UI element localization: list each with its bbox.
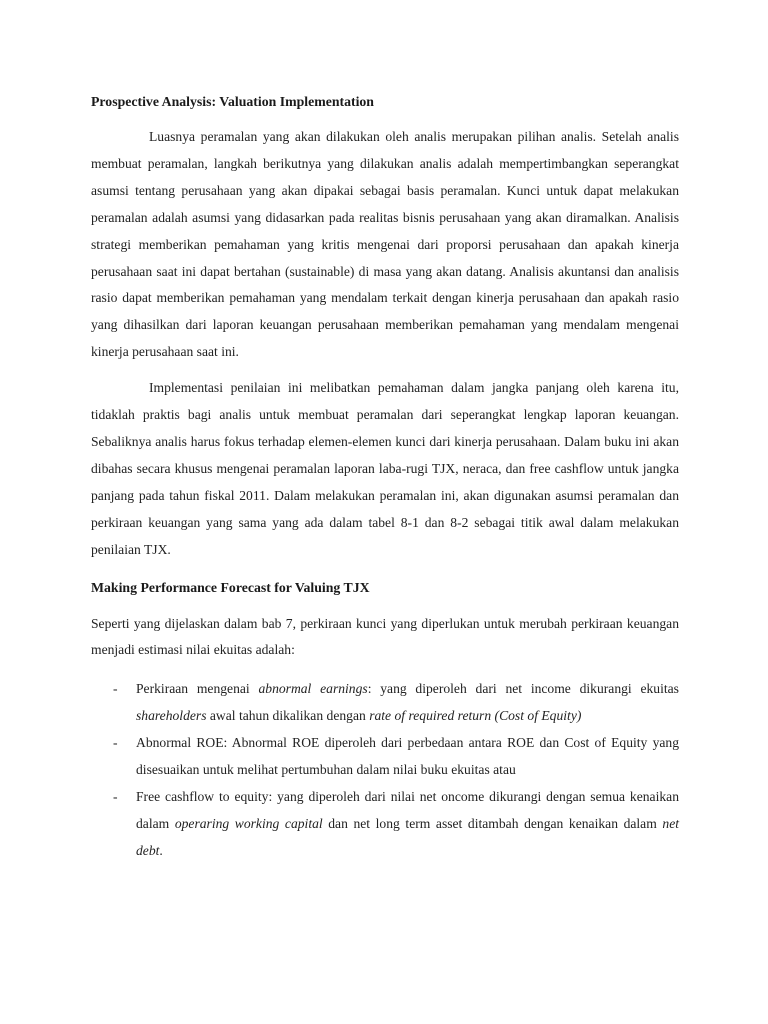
bullet-item-abnormal-roe [91, 730, 679, 784]
bullet-item-free-cashflow [91, 784, 679, 865]
section-title: Prospective Analysis: Valuation Implementation [91, 94, 374, 109]
bullet-italic-text: net debt [136, 815, 679, 858]
bullet-text: : yang diperoleh dari net income dikurangi ekuitas [367, 681, 679, 697]
bullet-text: awal tahun dikalikan dengan [206, 708, 370, 724]
bullet-italic-text: abnormal earnings [258, 681, 368, 697]
bullet-dash: - [113, 788, 118, 804]
bullet-text: Free cashflow to equity: yang diperoleh dari nilai net oncome dikurangi dengan semua kenaikan dalam [136, 788, 679, 831]
bullet-text: Perkiraan mengenai [136, 681, 259, 697]
bullet-dash: - [113, 681, 118, 697]
paragraph-2: Implementasi penilaian ini melibatkan pemahaman dalam jangka panjang oleh karena itu, tidaklah praktis bagi analis untuk membuat peramalan dari seperangkat lengkap laporan keuangan. Sebaliknya analis harus fokus terhadap elemen-elemen kunci dari kinerja perusahaan. Dalam buku ini akan dibahas secara khusus mengenai peramalan laporan laba-rugi TJX, neraca, dan free cashflow untuk jangka panjang pada tahun fiskal 2011. Dalam melakukan peramalan ini, akan digunakan asumsi peramalan dan perkiraan keuangan yang sama yang ada dalam tabel 8-1 dan 8-2 sebagai titik awal dalam melakukan penilaian TJX. [91, 380, 679, 557]
bullet-text: . [159, 842, 163, 858]
bullet-italic-text: shareholders [136, 708, 207, 724]
bullet-list [91, 676, 679, 864]
paragraph-1: Luasnya peramalan yang akan dilakukan oleh analis merupakan pilihan analis. Setelah analis membuat peramalan, langkah berikutnya yang dilakukan analis adalah mempertimbangkan seperangkat asumsi tentang perusahaan yang akan dipakai sebagai basis peramalan. Kunci untuk dapat melakukan peramalan adalah asumsi yang didasarkan pada realitas bisnis perusahaan yang akan diramalkan. Analisis strategi memberikan pemahaman yang kritis mengenai dari proporsi perusahaan dan apakah kinerja perusahaan saat ini dapat bertahan (sustainable) di masa yang akan datang. Analisis akuntansi dan analisis rasio dapat memberikan pemahaman yang mendalam terkait dengan kinerja perusahaan dan apakah rasio yang dihasilkan dari laporan keuangan perusahaan memberikan pemahaman yang mendalam mengenai kinerja perusahaan saat ini. [91, 129, 679, 360]
bullet-item-abnormal-earnings [91, 676, 679, 730]
bullet-text: Abnormal ROE: Abnormal ROE diperoleh dari perbedaan antara ROE dan Cost of Equity yang disesuaikan untuk melihat pertumbuhan dalam nilai buku ekuitas atau [136, 735, 679, 778]
subsection-title: Making Performance Forecast for Valuing TJX [91, 579, 370, 595]
bullet-text: dan net long term asset ditambah dengan kenaikan dalam [322, 815, 663, 831]
bullet-italic-text: operaring working capital [174, 815, 323, 831]
bullet-italic-text: rate of required return (Cost of Equity) [369, 708, 582, 724]
document-page [91, 88, 679, 865]
intro-paragraph: Seperti yang dijelaskan dalam bab 7, perkiraan kunci yang diperlukan untuk merubah perkiraan keuangan menjadi estimasi nilai ekuitas adalah: [91, 615, 679, 658]
bullet-dash: - [113, 735, 118, 751]
